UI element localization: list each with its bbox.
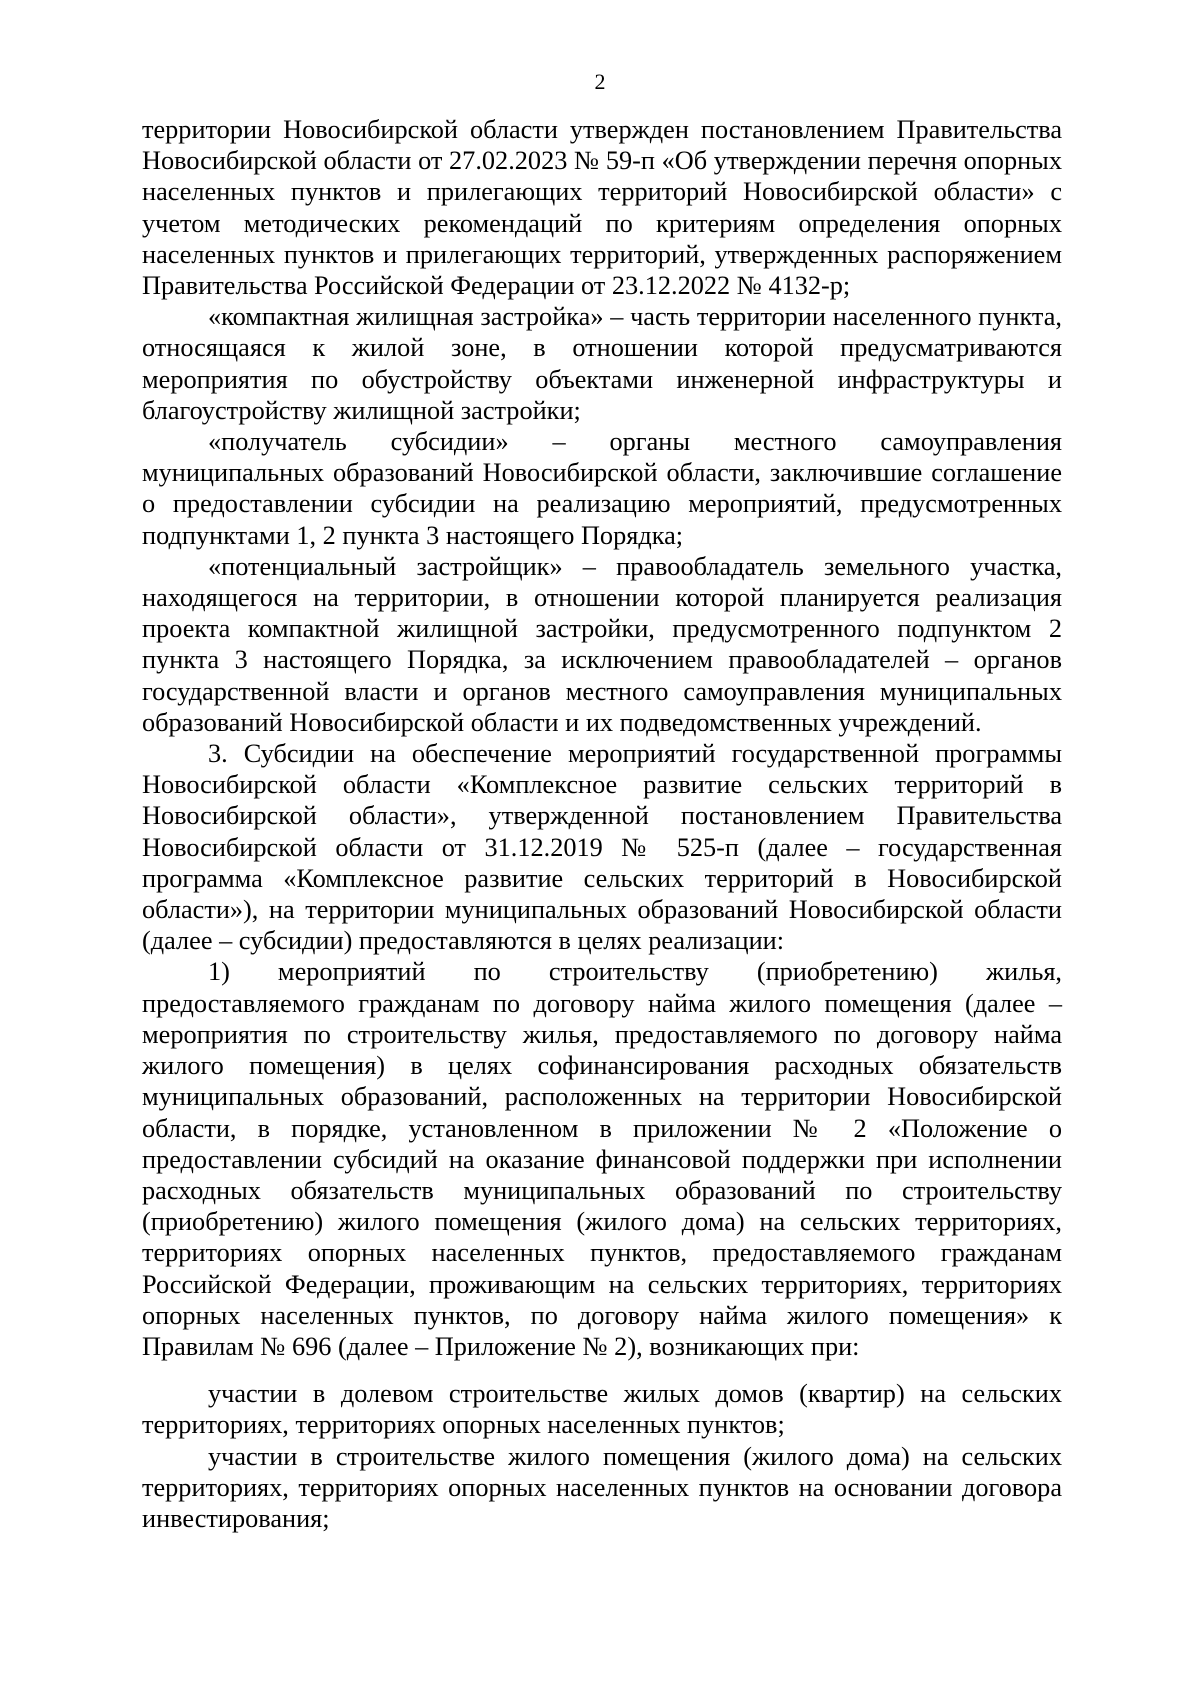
paragraph-subitem-1: 1) мероприятий по строительству (приобретению) жилья, предоставляемого гражданам по договору найма жилого помещения (далее – мероприятия по строительству жилья, предоставляемого по договору найма жилого помещения) в целях софинансирования расходных обязательств муниципальных образований, расположенных на территории Новосибирской области, в порядке, установленном в приложении № 2 «Положение о предоставлении субсидий на оказание финансовой поддержки при исполнении расходных обязательств муниципальных образований по строительству (приобретению) жилого помещения (жилого дома) на сельских территориях, территориях опорных населенных пунктов, предоставляемого гражданам Российской Федерации, проживающим на сельских территориях, территориях опорных населенных пунктов, по договору найма жилого помещения» к Правилам № 696 (далее – Приложение № 2), возникающих при: — [142, 957, 1062, 1361]
paragraph-investment-construction: участии в строительстве жилого помещения (жилого дома) на сельских территориях, территориях опорных населенных пунктов на основании договора инвестирования; — [142, 1441, 1062, 1533]
paragraph-potential-developer-definition: «потенциальный застройщик» – правообладатель земельного участка, находящегося на территории, в отношении которой планируется реализация проекта компактной жилищной застройки, предусмотренного подпунктом 2 пункта 3 настоящего Порядка, за исключением правообладателей – органов государственной власти и органов местного самоуправления муниципальных образований Новосибирской области и их подведомственных учреждений. — [142, 551, 1062, 737]
paragraph-compact-housing-definition: «компактная жилищная застройка» – часть территории населенного пункта, относящаяся к жилой зоне, в отношении которой предусматриваются мероприятия по обустройству объектами инженерной инфраструктуры и благоустройству жилищной застройки; — [142, 302, 1062, 425]
document-body — [142, 114, 1062, 1534]
paragraph-shared-construction: участии в долевом строительстве жилых домов (квартир) на сельских территориях, территориях опорных населенных пунктов; — [142, 1379, 1062, 1440]
paragraph-section-3: 3. Субсидии на обеспечение мероприятий государственной программы Новосибирской области «Комплексное развитие сельских территорий в Новосибирской области», утвержденной постановлением Правительства Новосибирской области от 31.12.2019 № 525-п (далее – государственная программа «Комплексное развитие сельских территорий в Новосибирской области»), на территории муниципальных образований Новосибирской области (далее – субсидии) предоставляются в целях реализации: — [142, 739, 1062, 956]
page-number: 2 — [594, 69, 606, 94]
paragraph-subsidy-recipient-definition: «получатель субсидии» – органы местного самоуправления муниципальных образований Новосибирской области, заключившие соглашение о предоставлении субсидии на реализацию мероприятий, предусмотренных подпунктами 1, 2 пункта 3 настоящего Порядка; — [142, 427, 1062, 550]
paragraph-continuation: территории Новосибирской области утвержден постановлением Правительства Новосибирской области от 27.02.2023 № 59-п «Об утверждении перечня опорных населенных пунктов и прилегающих территорий Новосибирской области» с учетом методических рекомендаций по критериям определения опорных населенных пунктов и прилегающих территорий, утвержденных распоряжением Правительства Российской Федерации от 23.12.2022 № 4132-р; — [142, 115, 1062, 301]
